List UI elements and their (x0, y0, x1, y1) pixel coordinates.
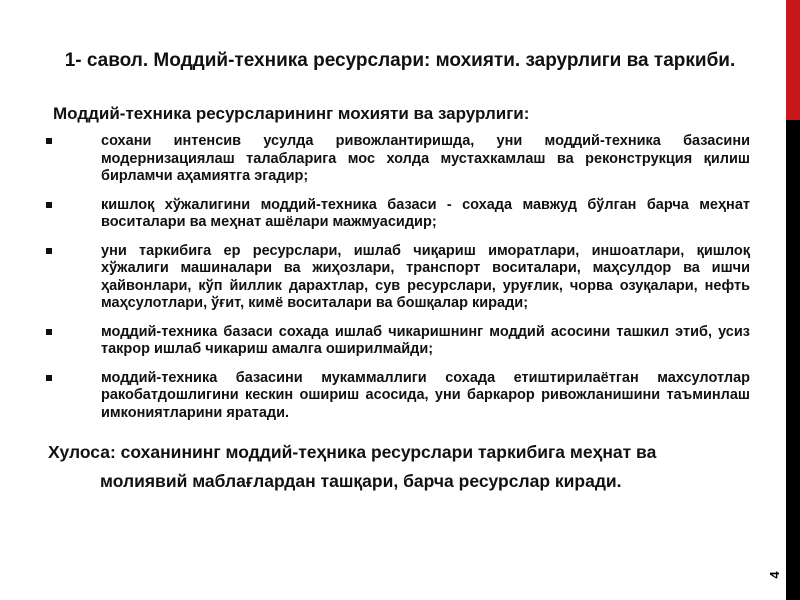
bullet-item (0, 324, 760, 359)
square-bullet-icon (46, 202, 52, 208)
bullet-item (0, 197, 760, 232)
square-bullet-icon (46, 329, 52, 335)
square-bullet-icon (46, 248, 52, 254)
bullet-text: уни таркибига ер ресурслари, ишлаб чиқариш иморатлари, иншоатлари, қишлоқ хўжалиги машиналари ва жиҳозлари, транспорт воситалари, маҳсулдор ва ишчи ҳайвонлари, кўп йиллик дарахтлар, сув ресурслари, уруғлик, чорва озуқалари, нефть маҳсулотлари, ўғит, кимё воситалари ва бошқалар киради; (101, 242, 750, 311)
conclusion-line-2: молиявий маблағлардан ташқари, барча ресурслар киради. (100, 471, 622, 491)
slide-title: 1- савол. Моддий-техника ресурслари: мохияти. зарурлиги ва таркиби. (64, 50, 736, 71)
bullet-item (0, 243, 760, 313)
side-accent-bar-red (786, 0, 800, 120)
conclusion (48, 438, 753, 496)
bullet-text: сохани интенсив усулда ривожлантиришда, уни моддий-техника базасини модернизациялаш талабларига мос холда мустахкамлаш ва реконструкция қилиш бирламчи аҳамиятга эгадир; (101, 133, 750, 184)
section-subtitle: Моддий-техника ресурсларининг мохияти ва зарурлиги: (53, 104, 530, 123)
page-number: 4 (766, 571, 782, 579)
bullet-item (0, 133, 760, 186)
bullet-item (0, 370, 760, 423)
bullet-list (0, 133, 760, 433)
bullet-text: кишлоқ хўжалигини моддий-техника базаси - сохада мавжуд бўлган барча меҳнат воситалари ва меҳнат ашёлари мажмуасидир; (101, 196, 750, 230)
bullet-text: моддий-техника базасини мукаммаллиги сохада етиштирилаётган махсулотлар ракобатдошлигини кескин ошириш асосида, уни баркарор ривожланишини таъминлаш имкониятларини яратади. (101, 369, 750, 421)
square-bullet-icon (46, 375, 52, 381)
conclusion-line-1: Хулоса: соханининг моддий-теҳника ресурслари таркибига меҳнат ва (48, 442, 657, 462)
side-accent-bar-black (786, 120, 800, 600)
square-bullet-icon (46, 138, 52, 144)
bullet-text: моддий-техника базаси сохада ишлаб чикаришнинг моддий асосини ташкил этиб, усиз такрор ишлаб чикариш амалга оширилмайди; (101, 323, 750, 357)
